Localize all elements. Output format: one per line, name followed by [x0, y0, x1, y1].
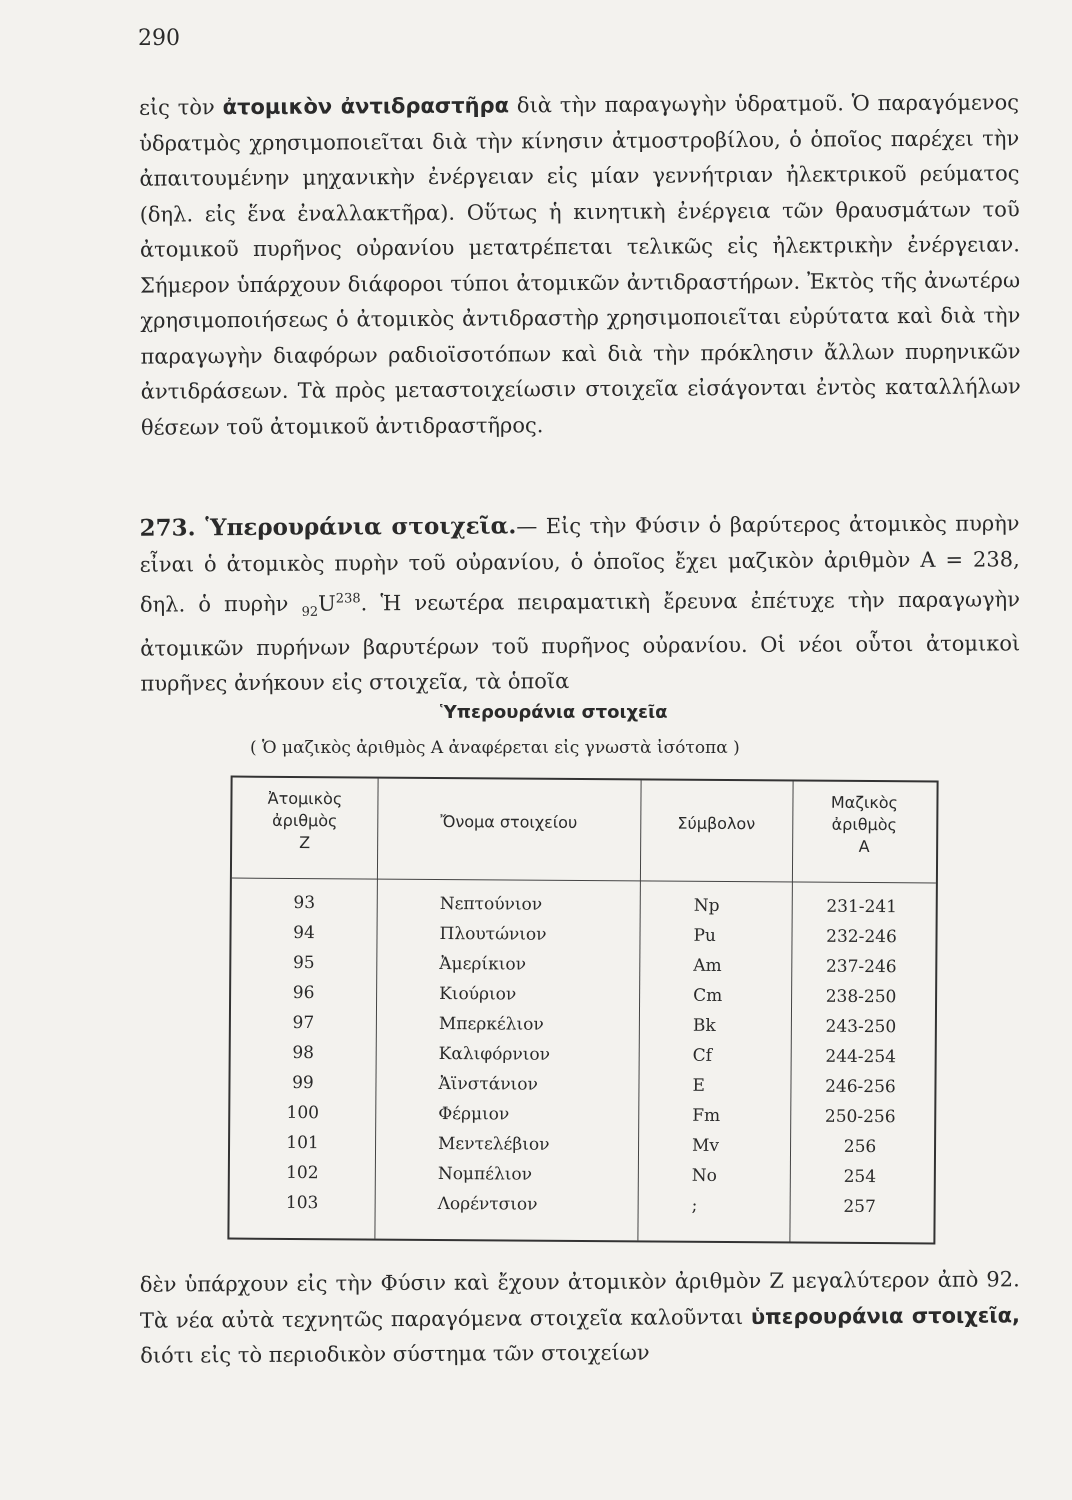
- table-row: [231, 1008, 935, 1043]
- cell-symbol: Cm: [693, 985, 723, 1006]
- cell-symbol: E: [692, 1075, 705, 1096]
- table-subtitle: ( Ὁ μαζικὸς ἀριθμὸς Α ἀναφέρεται εἰς γνωστὰ ἰσότοπα ): [250, 738, 740, 758]
- header-atomic-number: [232, 788, 377, 855]
- header-a-line3: Α: [858, 836, 870, 856]
- cell-mass-number: 231-241: [826, 896, 898, 918]
- cell-element-name: Μπερκέλιον: [438, 1013, 544, 1035]
- header-element-name: Ὄνομα στοιχείου: [440, 811, 578, 832]
- cell-mass-number: 238-250: [825, 986, 897, 1008]
- cell-atomic-number: 93: [293, 892, 316, 914]
- cell-symbol: Mv: [691, 1135, 720, 1156]
- cell-element-name: Κιούριον: [439, 983, 517, 1005]
- cell-element-name: Μεντελέβιον: [437, 1133, 550, 1155]
- cell-atomic-number: 94: [293, 922, 315, 944]
- table-row: [231, 1038, 935, 1073]
- cell-symbol: Am: [693, 955, 722, 976]
- table-row: [231, 978, 935, 1013]
- cell-mass-number: 246-256: [825, 1076, 896, 1098]
- nuclide-symbol: U: [318, 591, 336, 616]
- table-title: Ὑπερουράνια στοιχεῖα: [440, 702, 668, 723]
- cell-atomic-number: 100: [286, 1102, 320, 1124]
- paragraph-reactor: [139, 85, 1021, 445]
- elements-table: [227, 776, 938, 1245]
- table-row: [232, 888, 936, 923]
- para1-post: διὰ τὴν παραγωγὴν ὑδρατμοῦ. Ὁ παραγόμενος ὑδρατμὸς χρησιμοποιεῖται διὰ τὴν κίνησιν ἀτμοστροβίλου, ὁ ὁποῖος παρέχει τὴν ἀπαιτουμένην μηχανικὴν ἐνέργειαν εἰς μίαν γεννήτριαν ἠλεκτρικοῦ ρεύματος (δηλ. εἰς ἕνα ἐναλλακτῆρα). Οὕτως ἡ κινητικὴ ἐνέργεια τῶν θραυσμάτων τοῦ ἀτομικοῦ πυρῆνος οὐρανίου μετατρέπεται τελικῶς εἰς ἠλεκτρικὴν ἐνέργειαν. Σήμερον ὑπάρχουν διάφοροι τύποι ἀτομικῶν ἀντιδραστήρων. Ἐκτὸς τῆς ἀνωτέρω χρησιμοποιήσεως ὁ ἀτομικὸς ἀντιδραστὴρ χρησιμοποιεῖται εὐρύτατα καὶ διὰ τὴν παραγωγὴν διαφόρων ραδιοϊσοτόπων καὶ διὰ τὴν πρόκλησιν ἄλλων πυρηνικῶν ἀντιδράσεων. Τὰ πρὸς μεταστοιχείωσιν στοιχεῖα εἰσάγονται ἐντὸς καταλλήλων θέσεων τοῦ ἀτομικοῦ ἀντιδραστῆρος.: [139, 90, 1021, 440]
- table-row: [230, 1128, 934, 1163]
- term-atomic-reactor: ἀτομικὸν ἀντιδραστῆρα: [222, 93, 510, 120]
- header-symbol: Σύμβολον: [677, 813, 756, 834]
- term-transuranium-elements: ὑπερουράνια στοιχεῖα,: [750, 1302, 1021, 1329]
- header-z-line3: Ζ: [299, 833, 311, 853]
- cell-element-name: Ἀϊνστάνιον: [438, 1073, 538, 1095]
- paragraph-transuranium: [139, 505, 1020, 702]
- cell-element-name: Καλιφόρνιον: [438, 1043, 551, 1065]
- cell-atomic-number: 97: [292, 1012, 315, 1034]
- nuclide-subscript: 92: [301, 604, 319, 620]
- cell-atomic-number: 102: [286, 1162, 319, 1184]
- cell-element-name: Λορέντσιον: [437, 1193, 538, 1215]
- cell-symbol: Fm: [692, 1105, 721, 1126]
- cell-mass-number: 232-246: [826, 926, 897, 948]
- cell-atomic-number: 96: [292, 982, 315, 1004]
- header-z-line1: Ἀτομικὸς: [267, 788, 343, 809]
- cell-element-name: Ἀμερίκιον: [439, 953, 527, 975]
- cell-element-name: Νομπέλιον: [437, 1163, 533, 1185]
- cell-mass-number: 237-246: [825, 956, 897, 978]
- table-row: [230, 1098, 934, 1133]
- cell-atomic-number: 103: [285, 1192, 319, 1214]
- header-divider: [232, 878, 936, 884]
- page-number: 290: [138, 26, 180, 51]
- cell-atomic-number: 98: [292, 1042, 315, 1064]
- cell-symbol: Pu: [693, 925, 716, 946]
- cell-element-name: Φέρμιον: [438, 1103, 510, 1125]
- cell-symbol: Np: [693, 895, 720, 916]
- cell-mass-number: 250-256: [824, 1106, 896, 1128]
- header-mass-number: [792, 791, 936, 858]
- cell-mass-number: 257: [843, 1196, 876, 1218]
- cell-mass-number: 256: [843, 1136, 877, 1158]
- table-row: [230, 1158, 934, 1193]
- para2-post: . Ἡ νεωτέρα πειραματικὴ ἔρευνα ἐπέτυχε τὴν παραγωγὴν ἀτομικῶν πυρήνων βαρυτέρων τοῦ πυρῆνος οὐρανίου. Οἱ νέοι οὗτοι ἀτομικοὶ πυρῆνες ἀνήκουν εἰς στοιχεῖα, τὰ ὁποῖα: [140, 587, 1021, 696]
- cell-symbol: ;: [691, 1195, 698, 1216]
- table-row: [230, 1188, 934, 1223]
- table-row: [231, 918, 935, 953]
- cell-symbol: No: [691, 1165, 718, 1186]
- cell-symbol: Bk: [692, 1015, 716, 1036]
- cell-mass-number: 243-250: [825, 1016, 897, 1038]
- cell-atomic-number: 101: [286, 1132, 319, 1154]
- section-heading: 273. Ὑπερουράνια στοιχεῖα.: [139, 512, 517, 542]
- cell-atomic-number: 99: [292, 1072, 314, 1094]
- header-a-line1: Μαζικὸς: [830, 792, 899, 813]
- cell-element-name: Πλουτώνιον: [439, 923, 547, 945]
- table-row: [231, 948, 935, 983]
- paragraph-definition: [140, 1262, 1021, 1374]
- para1-pre: εἰς τὸν: [138, 95, 223, 120]
- para3-pre: δὲν ὑπάρχουν εἰς τὴν Φύσιν καὶ ἔχουν ἀτομικὸν ἀριθμὸν Ζ μεγαλύτερον ἀπὸ 92. Τὰ νέα αὐτὰ τεχνητῶς παραγόμενα στοιχεῖα καλοῦνται: [139, 1267, 1020, 1333]
- cell-atomic-number: 95: [292, 952, 315, 974]
- table-row: [230, 1068, 934, 1103]
- para2-pre: — Εἰς τὴν Φύσιν ὁ βαρύτερος ἀτομικὸς πυρὴν εἶναι ὁ ἀτομικὸς πυρὴν τοῦ οὐρανίου, ὁ ὁποῖος ἔχει μαζικὸν ἀριθμὸν Α = 238, δηλ. ὁ πυρὴν: [139, 511, 1020, 617]
- nuclide-superscript: 238: [335, 591, 361, 607]
- cell-element-name: Νεπτούνιον: [439, 893, 543, 915]
- header-a-line2: ἀριθμὸς: [831, 814, 897, 835]
- cell-mass-number: 244-254: [825, 1046, 897, 1068]
- para3-post: διότι εἰς τὸ περιοδικὸν σύστημα τῶν στοιχείων: [140, 1340, 650, 1368]
- cell-symbol: Cf: [692, 1045, 713, 1066]
- cell-mass-number: 254: [843, 1166, 877, 1188]
- header-z-line2: ἀριθμὸς: [272, 810, 338, 831]
